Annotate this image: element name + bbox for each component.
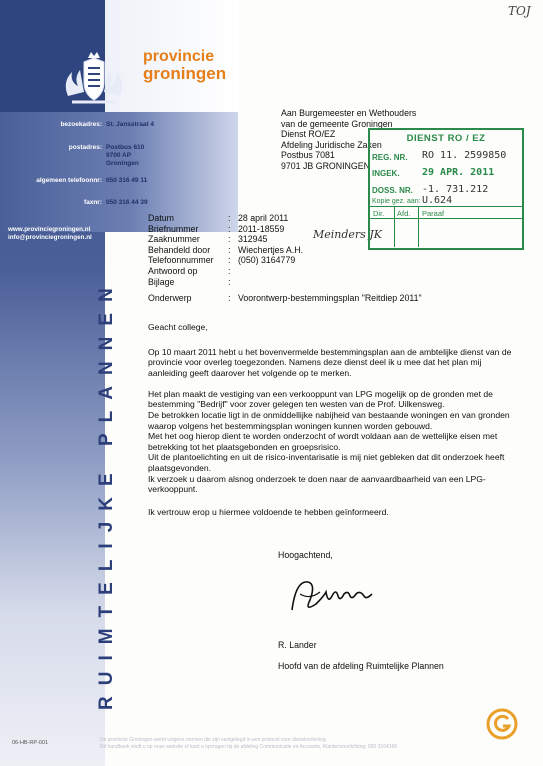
stamp-kopie-label: Kopie gez. aan: [372, 198, 421, 205]
telefoon-value: 050 316 49 11 [106, 177, 148, 184]
postadres-line-3: Groningen [106, 160, 139, 167]
website-link[interactable]: www.provinciegroningen.nl [8, 226, 91, 233]
handwritten-initials: TOJ [508, 4, 531, 18]
postadres-label: postadres: [68, 144, 102, 151]
brand-line-1: provincie [143, 48, 215, 65]
recipient-line: van de gemeente Groningen [281, 118, 393, 129]
stamp-table [370, 206, 522, 247]
meta-row: Datum : 28 april 2011 [148, 213, 289, 223]
recipient-line: Dienst RO/EZ [281, 129, 336, 140]
footer-line-2: Dit handboek vindt u op onze website of kunt u opvragen bij de afdeling Communicatie en Accounts, Klantenvoorlichting: 050 3164160 [100, 744, 398, 750]
meta-value: Wiechertjes A.H. [238, 244, 304, 255]
brand-line-2: groningen [143, 64, 227, 83]
department-vertical-title: RUIMTELIJKE PLANNEN [96, 277, 117, 710]
meta-row: Behandeld door : Wiechertjes A.H. [148, 244, 304, 255]
bezoekadres-label: bezoekadres: [60, 121, 102, 128]
signoff-name: R. Lander [278, 640, 317, 650]
subject-line: Onderwerp : Voorontwerp-bestemmingsplan "Reitdiep 2011" [148, 293, 422, 303]
body-paragraph: Uit de plantoelichting en uit de risico-inventarisatie is mij niet gebleken dat dit onderzoek heeft plaatsgevonden. [148, 452, 505, 474]
fax-label: faxnr: [83, 199, 102, 206]
meta-value: (050) 3164779 [238, 255, 296, 266]
subject-value: Voorontwerp-bestemmingsplan "Reitdiep 2011" [238, 293, 422, 303]
stamp-title: DIENST RO / EZ [406, 133, 486, 144]
postadres-line-1: Postbus 610 [106, 144, 145, 151]
signoff-function: Hoofd van de afdeling Ruimtelijke Plannen [278, 661, 444, 671]
meta-row: Zaaknummer : 312945 [148, 234, 268, 245]
subject-label: Onderwerp [148, 293, 192, 303]
stamp-ingek-value: 29 APR. 2011 [422, 167, 495, 178]
meta-label: Antwoord op [148, 265, 198, 276]
handwritten-meinders: Meinders JK [313, 228, 382, 241]
stamp-col-dir: Dir. [373, 209, 385, 218]
meta-value: 28 april 2011 [238, 213, 289, 223]
meta-label: Datum [148, 213, 174, 223]
meta-label: Telefoonnummer [148, 255, 214, 266]
meta-label: Behandeld door [148, 244, 211, 255]
signature-image [286, 570, 376, 620]
letter-body [148, 322, 516, 528]
telefoon-label: algemeen telefoonnr: [36, 177, 102, 184]
body-paragraph: Ik verzoek u daarom alsnog onderzoek te doen naar de aanvaardbaarheid van een LPG-verkooppunt. [148, 473, 486, 495]
stamp-col-paraaf: Paraaf [422, 209, 445, 218]
footer-line-1: De provincie Groningen werkt volgens normen die zijn vastgelegd in een protocol voor dienstverlening. [100, 737, 328, 743]
provincie-crest-logo [58, 52, 130, 110]
stamp-reg-value: RO 11. 2599850 [422, 150, 507, 161]
body-paragraph: De betrokken locatie ligt in de onmiddellijke nabijheid van bestaande woningen en van gronden waarop volgens het bestemmingsplan woningen kunnen worden gebouwd. [148, 410, 510, 431]
meta-label: Bijlage [148, 276, 175, 287]
stamp-reg-label: REG. NR. [372, 153, 408, 162]
meta-value: 312945 [238, 234, 268, 245]
meta-value: 2011-18559 [238, 223, 285, 234]
stamp-doss-label: DOSS. NR. [372, 186, 413, 195]
received-stamp [368, 128, 524, 250]
body-paragraph: Met het oog hierop dient te worden onderzocht of wordt voldaan aan de wettelijke eisen met betrekking tot het plaatsgebonden en groepsrisico. [148, 431, 498, 452]
body-paragraph: Op 10 maart 2011 hebt u het bovenvermelde bestemmingsplan aan de ambtelijke dienst van de provincie voor overleg toegezonden. Namens deze dienst deel ik u mee dat het plan mij aanleiding geeft daarover het volgende op te merken. [148, 346, 512, 378]
email-link[interactable]: info@provinciegroningen.nl [8, 234, 92, 241]
salutation: Geacht college, [148, 322, 208, 332]
body-paragraph: Het plan maakt de vestiging van een verkooppunt van LPG mogelijk op de gronden met de bestemming "Bedrijf" voor zover gelegen ten westen van de Prof. Uilkensweg. [148, 388, 493, 410]
closing-line: Ik vertrouw erop u hiermee voldoende te hebben geïnformeerd. [148, 506, 389, 517]
recipient-line: 9701 JB GRONINGEN [281, 160, 370, 171]
meta-label: Briefnummer [148, 223, 199, 234]
postadres-line-2: 9700 AP [106, 152, 132, 159]
meta-label: Zaaknummer [148, 234, 200, 245]
brand-wordmark [143, 48, 226, 82]
stamp-col-afd: Afd. [397, 209, 411, 218]
recipient-line: Aan Burgemeester en Wethouders [281, 108, 417, 118]
meta-row: Briefnummer : 2011-18559 [148, 223, 285, 234]
stamp-ingek-label: INGEK. [372, 169, 400, 178]
meta-row: Antwoord op : [148, 265, 231, 276]
signoff-greeting: Hoogachtend, [278, 550, 333, 560]
meta-row: Bijlage : [148, 276, 231, 287]
fax-value: 050 316 44 39 [106, 199, 148, 206]
provincie-g-logo [486, 708, 518, 740]
recipient-line: Afdeling Juridische Zaken [281, 139, 382, 150]
letter-meta [148, 213, 303, 287]
bezoekadres-value: St. Jansstraat 4 [106, 121, 155, 128]
footer-form-code: 06-HB-RP-001 [12, 740, 49, 746]
recipient-line: Postbus 7081 [281, 150, 335, 161]
stamp-doss-value: -1. 731.212 U.624 [422, 184, 489, 206]
meta-row: Telefoonnummer : (050) 3164779 [148, 255, 296, 266]
